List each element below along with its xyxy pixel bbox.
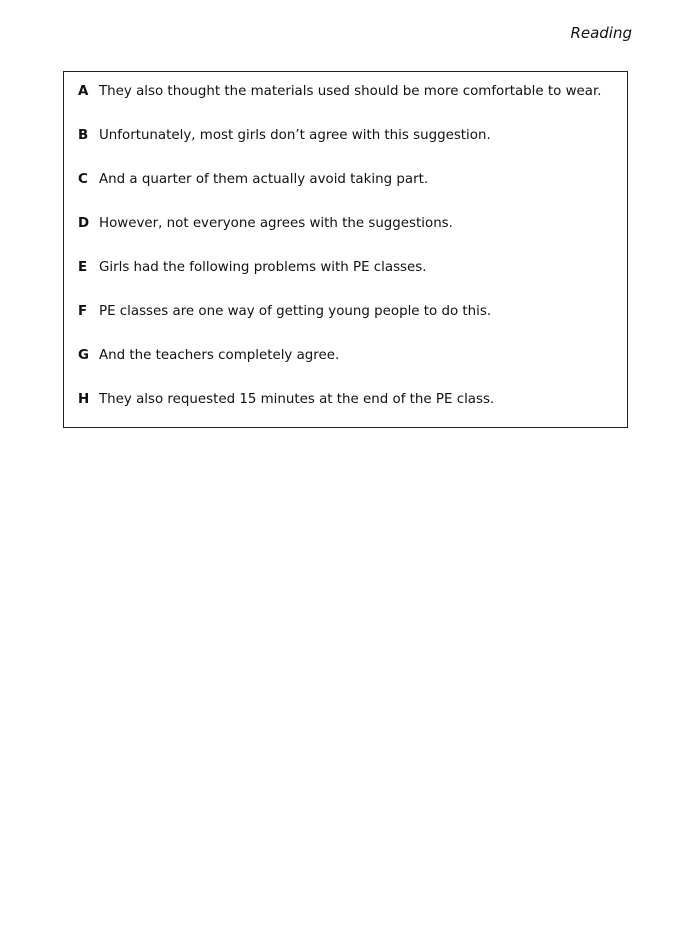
option-a xyxy=(78,82,602,102)
option-letter: E xyxy=(78,260,88,275)
option-text: And the teachers completely agree. xyxy=(99,348,340,363)
option-letter: D xyxy=(78,216,90,231)
option-text: They also requested 15 minutes at the end of the PE class. xyxy=(99,392,495,407)
option-c xyxy=(78,170,428,190)
option-letter: B xyxy=(78,128,89,143)
option-text: Unfortunately, most girls don’t agree with this suggestion. xyxy=(99,128,491,143)
option-e xyxy=(78,258,427,278)
option-text: However, not everyone agrees with the suggestions. xyxy=(99,216,453,231)
option-b xyxy=(78,126,491,146)
option-f xyxy=(78,302,491,322)
option-g xyxy=(78,346,339,366)
option-letter: F xyxy=(78,304,88,319)
option-letter: C xyxy=(78,172,88,187)
option-letter: G xyxy=(78,348,89,363)
option-text: And a quarter of them actually avoid taking part. xyxy=(99,172,429,187)
option-text: PE classes are one way of getting young people to do this. xyxy=(99,304,492,319)
option-d xyxy=(78,214,453,234)
option-letter: H xyxy=(78,392,90,407)
options-box xyxy=(63,71,628,428)
option-letter: A xyxy=(78,84,89,99)
option-text: They also thought the materials used should be more comfortable to wear. xyxy=(99,84,602,99)
option-h xyxy=(78,390,494,410)
section-label: Reading xyxy=(570,24,632,42)
option-text: Girls had the following problems with PE classes. xyxy=(99,260,427,275)
